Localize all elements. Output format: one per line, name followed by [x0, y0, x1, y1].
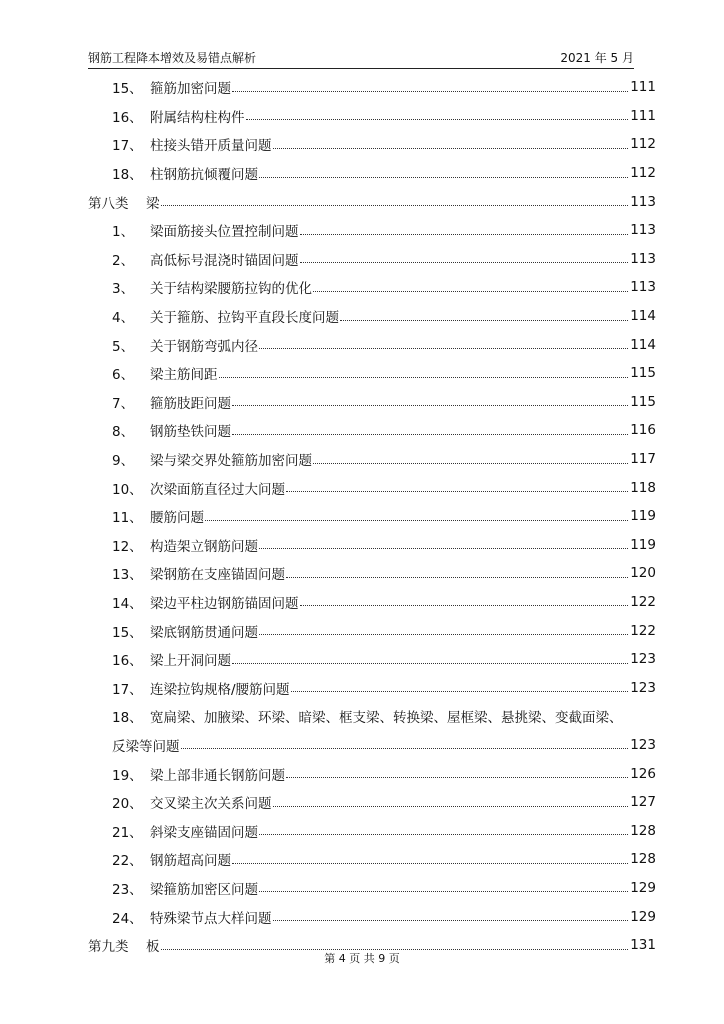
toc-entry-title: 斜梁支座锚固问题 [150, 824, 258, 841]
dot-leader [259, 877, 628, 892]
toc-entry-page-number: 128 [630, 822, 656, 839]
toc-entry-title: 梁上开洞问题 [150, 653, 231, 670]
toc-entry-number: 2、 [112, 252, 135, 269]
dot-leader [246, 105, 629, 120]
toc-entry-title: 梁钢筋在支座锚固问题 [150, 567, 285, 584]
dot-leader [313, 449, 628, 464]
toc-entry-page-number: 119 [630, 536, 656, 553]
toc-entry-title: 高低标号混浇时锚固问题 [150, 252, 299, 269]
toc-entry[interactable] [88, 73, 656, 102]
dot-leader [300, 591, 629, 606]
toc-entry-title: 梁箍筋加密区问题 [150, 881, 258, 898]
dot-leader [259, 334, 628, 349]
toc-entry-page-number: 114 [630, 336, 656, 353]
toc-entry-page-number: 123 [630, 679, 656, 696]
dot-leader [286, 763, 628, 778]
dot-leader [259, 620, 628, 635]
toc-entry-number: 15、 [112, 624, 143, 641]
table-of-contents [88, 73, 656, 959]
toc-entry-number: 12、 [112, 538, 143, 555]
toc-entry-title: 板 [146, 939, 160, 956]
toc-entry[interactable] [88, 788, 656, 817]
toc-entry-page-number: 113 [630, 250, 656, 267]
toc-entry-title: 箍筋肢距问题 [150, 395, 231, 412]
toc-entry[interactable] [88, 673, 656, 702]
toc-entry-page-number: 119 [630, 508, 656, 525]
toc-entry[interactable] [88, 731, 656, 760]
dot-leader [286, 563, 628, 578]
toc-entry[interactable] [88, 388, 656, 417]
toc-entry[interactable] [88, 245, 656, 274]
toc-entry[interactable] [88, 816, 656, 845]
toc-entry-title: 梁边平柱边钢筋锚固问题 [150, 595, 299, 612]
toc-entry-title: 宽扁梁、加腋梁、环梁、暗梁、框支梁、转换梁、屋框梁、悬挑梁、变截面梁、 [150, 710, 623, 727]
toc-entry-number: 13、 [112, 567, 143, 584]
toc-entry[interactable] [88, 445, 656, 474]
toc-entry-page-number: 112 [630, 136, 656, 153]
toc-entry-number: 第九类 [88, 939, 129, 956]
toc-entry-number: 20、 [112, 796, 143, 813]
toc-entry-page-number: 129 [630, 908, 656, 925]
toc-entry-number: 14、 [112, 595, 143, 612]
toc-entry[interactable] [88, 588, 656, 617]
dot-leader [273, 906, 629, 921]
dot-leader [259, 534, 628, 549]
toc-entry-page-number: 111 [630, 79, 656, 96]
toc-entry[interactable] [88, 531, 656, 560]
toc-entry-number: 21、 [112, 824, 143, 841]
dot-leader [300, 220, 629, 235]
dot-leader [161, 191, 629, 206]
dot-leader [232, 420, 628, 435]
page-footer: 第 4 页 共 9 页 [324, 952, 400, 965]
toc-entry[interactable] [88, 330, 656, 359]
toc-entry-title: 关于结构梁腰筋拉钩的优化 [150, 281, 312, 298]
dot-leader [259, 820, 628, 835]
toc-entry-number: 17、 [112, 681, 143, 698]
toc-category-entry[interactable] [88, 187, 656, 216]
toc-entry-page-number: 114 [630, 308, 656, 325]
dot-leader [232, 391, 628, 406]
toc-entry-title: 钢筋垫铁问题 [150, 424, 231, 441]
toc-entry-number: 3、 [112, 281, 135, 298]
toc-entry-number: 10、 [112, 481, 143, 498]
toc-entry[interactable] [88, 416, 656, 445]
dot-leader [313, 277, 628, 292]
toc-entry-page-number: 127 [630, 794, 656, 811]
toc-entry-title: 钢筋超高问题 [150, 853, 231, 870]
toc-entry-page-number: 116 [630, 422, 656, 439]
toc-entry-page-number: 118 [630, 479, 656, 496]
toc-entry[interactable] [88, 502, 656, 531]
dot-leader [232, 649, 628, 664]
toc-entry-title: 连梁拉钩规格/腰筋问题 [150, 681, 290, 698]
toc-entry-number: 22、 [112, 853, 143, 870]
toc-entry-title: 附属结构柱构件 [150, 109, 245, 126]
toc-entry-page-number: 112 [630, 165, 656, 182]
dot-leader [259, 163, 628, 178]
toc-entry-title: 次梁面筋直径过大问题 [150, 481, 285, 498]
toc-entry[interactable] [88, 874, 656, 903]
toc-entry-page-number: 111 [630, 107, 656, 124]
toc-entry[interactable] [88, 359, 656, 388]
toc-entry-title: 梁主筋间距 [150, 367, 218, 384]
toc-entry-title: 箍筋加密问题 [150, 81, 231, 98]
toc-entry[interactable] [88, 759, 656, 788]
toc-entry-title: 梁底钢筋贯通问题 [150, 624, 258, 641]
dot-leader [205, 506, 628, 521]
toc-entry-page-number: 131 [630, 937, 656, 954]
toc-entry-number: 6、 [112, 367, 135, 384]
toc-entry-title: 柱接头错开质量问题 [150, 138, 272, 155]
toc-entry-title: 交叉梁主次关系问题 [150, 796, 272, 813]
toc-entry-title: 柱钢筋抗倾覆问题 [150, 167, 258, 184]
toc-entry-page-number: 115 [630, 365, 656, 382]
toc-entry-page-number: 113 [630, 193, 656, 210]
toc-entry-page-number: 113 [630, 279, 656, 296]
toc-entry-title: 关于钢筋弯弧内径 [150, 338, 258, 355]
toc-entry-title: 梁上部非通长钢筋问题 [150, 767, 285, 784]
toc-entry[interactable] [88, 302, 656, 331]
toc-entry-page-number: 129 [630, 879, 656, 896]
toc-entry-number: 第八类 [88, 195, 129, 212]
toc-entry-number: 19、 [112, 767, 143, 784]
toc-entry[interactable] [88, 702, 656, 731]
toc-entry-number: 11、 [112, 510, 143, 527]
toc-entry-page-number: 123 [630, 736, 656, 753]
document-title: 钢筋工程降本增效及易错点解析 [88, 51, 257, 65]
dot-leader [161, 935, 629, 950]
toc-entry-number: 4、 [112, 310, 135, 327]
toc-entry[interactable] [88, 102, 656, 131]
dot-leader [273, 792, 629, 807]
toc-entry[interactable] [88, 273, 656, 302]
dot-leader [340, 306, 628, 321]
toc-entry-page-number: 113 [630, 222, 656, 239]
toc-entry-number: 16、 [112, 653, 143, 670]
toc-entry-number: 1、 [112, 224, 135, 241]
toc-entry[interactable] [88, 845, 656, 874]
toc-entry-number: 7、 [112, 395, 135, 412]
toc-entry-number: 18、 [112, 167, 143, 184]
toc-entry-title: 构造架立钢筋问题 [150, 538, 258, 555]
dot-leader [232, 849, 628, 864]
toc-entry-title: 关于箍筋、拉钩平直段长度问题 [150, 310, 339, 327]
toc-entry-title: 梁 [146, 195, 160, 212]
toc-entry-number: 9、 [112, 453, 135, 470]
dot-leader [219, 363, 629, 378]
dot-leader [291, 677, 628, 692]
dot-leader [286, 477, 628, 492]
document-date: 2021 年 5 月 [560, 51, 634, 65]
toc-entry[interactable] [88, 130, 656, 159]
toc-entry-number: 16、 [112, 109, 143, 126]
toc-entry-title: 腰筋问题 [150, 510, 204, 527]
toc-entry-number: 15、 [112, 81, 143, 98]
toc-entry[interactable] [88, 559, 656, 588]
toc-entry-page-number: 120 [630, 565, 656, 582]
toc-entry[interactable] [88, 216, 656, 245]
toc-entry[interactable] [88, 645, 656, 674]
dot-leader [273, 134, 629, 149]
toc-entry-page-number: 123 [630, 651, 656, 668]
toc-entry-page-number: 122 [630, 622, 656, 639]
toc-entry-page-number: 122 [630, 593, 656, 610]
toc-entry-title: 反梁等问题 [112, 738, 180, 755]
toc-entry-title: 特殊梁节点大样问题 [150, 910, 272, 927]
toc-entry[interactable] [88, 616, 656, 645]
dot-leader [181, 734, 629, 749]
toc-entry-number: 23、 [112, 881, 143, 898]
toc-entry[interactable] [88, 159, 656, 188]
toc-entry-number: 24、 [112, 910, 143, 927]
toc-entry-page-number: 128 [630, 851, 656, 868]
toc-entry-number: 5、 [112, 338, 135, 355]
toc-entry[interactable] [88, 473, 656, 502]
toc-entry-page-number: 117 [630, 451, 656, 468]
toc-entry[interactable] [88, 902, 656, 931]
page-header [88, 50, 634, 69]
dot-leader [300, 248, 629, 263]
toc-entry-title: 梁面筋接头位置控制问题 [150, 224, 299, 241]
toc-entry-number: 18、 [112, 710, 143, 727]
toc-entry-page-number: 115 [630, 393, 656, 410]
toc-entry-title: 梁与梁交界处箍筋加密问题 [150, 453, 312, 470]
toc-entry-page-number: 126 [630, 765, 656, 782]
toc-entry-number: 17、 [112, 138, 143, 155]
toc-entry-number: 8、 [112, 424, 135, 441]
dot-leader [232, 77, 628, 92]
